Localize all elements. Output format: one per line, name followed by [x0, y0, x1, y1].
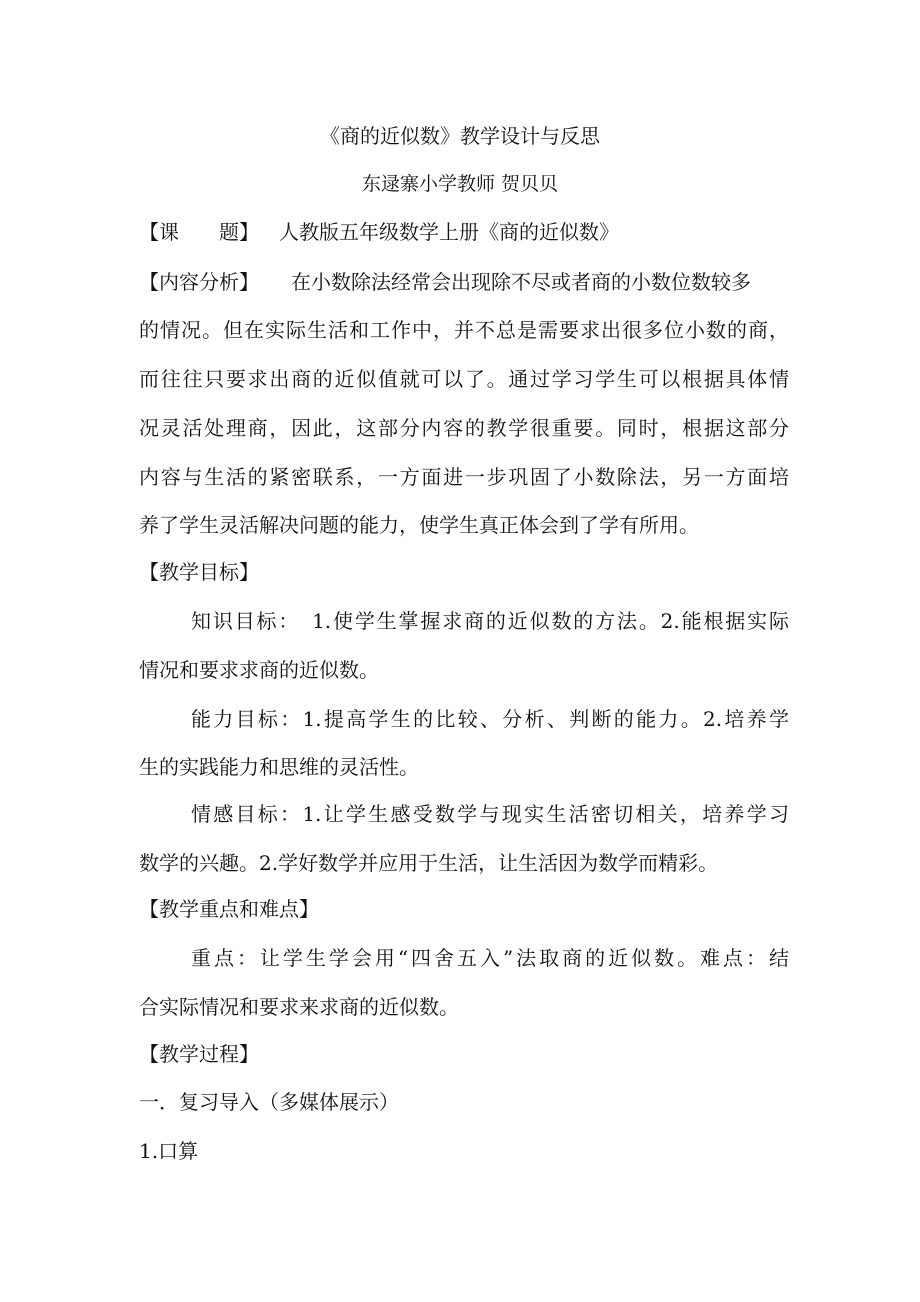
- content-analysis-line-2: 而往往只要求出商的近似值就可以了。通过学习学生可以根据具体情: [139, 367, 789, 391]
- process-heading: 【教学过程】: [139, 1042, 259, 1066]
- emotion-goal-line-1: 数学的兴趣。2.学好数学并应用于生活，让生活因为数学而精彩。: [139, 851, 719, 875]
- document-title: 《商的近似数》教学设计与反思: [320, 124, 600, 148]
- key-points-line-0: 重点：让学生学会用“四舍五入”法取商的近似数。难点：结: [191, 946, 789, 970]
- ability-goal-line-0: 能力目标：1.提高学生的比较、分析、判断的能力。2.培养学: [191, 707, 789, 731]
- content-analysis-line-5: 养了学生灵活解决问题的能力，使学生真正体会到了学有所用。: [139, 513, 699, 537]
- content-analysis-line-0: 在小数除法经常会出现除不尽或者商的小数位数较多: [291, 270, 751, 294]
- emotion-goal-line-0: 情感目标：1.让学生感受数学与现实生活密切相关，培养学习: [191, 802, 789, 826]
- knowledge-goal-line-0: 知识目标： 1.使学生掌握求商的近似数的方法。2.能根据实际: [191, 609, 789, 633]
- topic-text: 人教版五年级数学上册《商的近似数》: [279, 220, 619, 244]
- topic-line: [139, 218, 789, 246]
- knowledge-goal-line-1: 情况和要求求商的近似数。: [139, 658, 379, 682]
- content-analysis-line-3: 况灵活处理商，因此，这部分内容的教学很重要。同时，根据这部分: [139, 416, 789, 440]
- document-author: 东逯寨小学教师 贺贝贝: [361, 173, 559, 195]
- key-points-line-1: 合实际情况和要求来求商的近似数。: [139, 995, 459, 1019]
- teaching-goals-heading: 【教学目标】: [139, 560, 259, 584]
- ability-goal-line-1: 生的实践能力和思维的灵活性。: [139, 755, 419, 779]
- content-analysis-heading: 【内容分析】: [139, 270, 259, 294]
- key-points-heading: 【教学重点和难点】: [139, 897, 319, 921]
- content-analysis-line-4: 内容与生活的紧密联系，一方面进一步巩固了小数除法，另一方面培: [139, 465, 789, 489]
- process-section-1: 一．复习导入（多媒体展示）: [139, 1090, 399, 1114]
- topic-label: 【课 题】: [139, 220, 259, 244]
- process-item-1: 1.口算: [139, 1139, 199, 1163]
- content-analysis-first-line: [139, 268, 789, 296]
- content-analysis-line-1: 的情况。但在实际生活和工作中，并不总是需要求出很多位小数的商，: [139, 318, 789, 342]
